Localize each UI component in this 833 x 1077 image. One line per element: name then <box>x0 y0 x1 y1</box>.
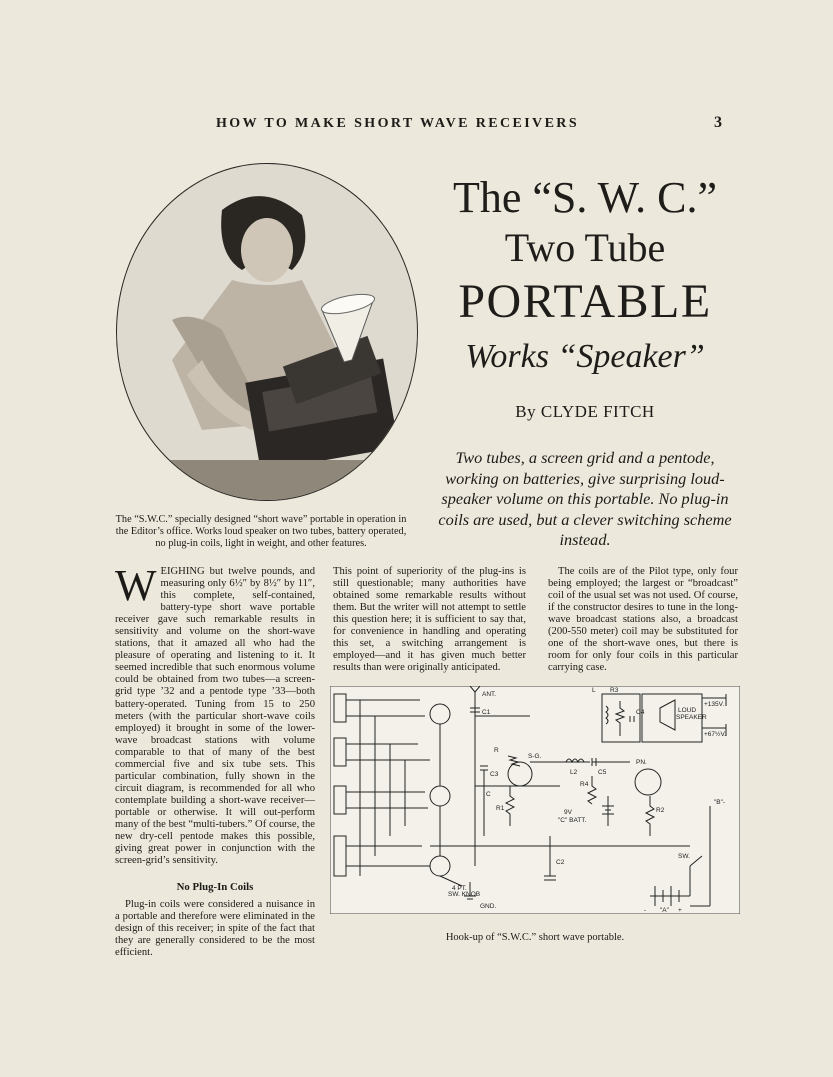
label-loud: LOUD <box>678 707 697 714</box>
label-gnd: GND. <box>480 903 497 910</box>
label-r3: R3 <box>610 687 619 694</box>
title-line-4: Works “Speaker” <box>465 338 705 375</box>
body-column-3 <box>548 566 738 674</box>
circuit-diagram <box>330 686 740 914</box>
running-head: HOW TO MAKE SHORT WAVE RECEIVERS <box>216 116 580 131</box>
label-l: L <box>592 687 596 694</box>
label-r4: R4 <box>580 781 589 788</box>
label-sw-knob: SW. KNOB <box>448 891 481 898</box>
title-line-1: The “S. W. C.” <box>453 173 717 222</box>
diagram-caption: Hook-up of “S.W.C.” short wave portable. <box>445 932 625 943</box>
label-l2: L2 <box>570 769 578 776</box>
paragraph: This point of superiority of the plug-ins is still questionable; many authorities have obtained some remarkable results without them. But the writer will not attempt to settle this question here; it is sufficient to say that, for convenience in handling and operating this set, a switching arrangement is employed—and it has given much better results than were originally anticipated. <box>333 566 526 674</box>
label-plus: + <box>678 907 682 914</box>
label-r1: R1 <box>496 805 505 812</box>
title-line-2: Two Tube <box>504 225 666 270</box>
label-pn: PN. <box>636 759 647 766</box>
label-c1: C1 <box>482 709 491 716</box>
label-a: "A" <box>660 907 669 914</box>
photo-woman-with-portable-radio <box>112 160 422 505</box>
label-c3: C3 <box>490 771 499 778</box>
label-c2: C2 <box>556 859 565 866</box>
label-minus: - <box>644 907 647 914</box>
body-column-2 <box>333 566 526 674</box>
label-r: R <box>494 747 499 754</box>
label-plus135: +135V. <box>704 701 725 708</box>
title-line-3: PORTABLE <box>458 275 712 328</box>
label-c4: C4 <box>636 709 645 716</box>
label-r2: R2 <box>656 807 665 814</box>
label-c5: C5 <box>598 769 607 776</box>
page-number: 3 <box>714 114 722 131</box>
label-b-minus: "B"- <box>714 799 726 806</box>
label-batt-9v: 9V <box>564 809 572 816</box>
byline: By CLYDE FITCH <box>515 402 655 421</box>
label-sw: SW. <box>678 853 690 860</box>
article-title <box>420 172 750 380</box>
label-c-batt: "C" BATT. <box>558 817 587 824</box>
paragraph: Plug-in coils were considered a nuisance in a portable and therefore were eliminated in the design of this receiver; in spite of the fact that they are generally considered to be the most efficient. <box>115 899 315 959</box>
body-column-1 <box>115 561 315 959</box>
article-deck: Two tubes, a screen grid and a pentode, working on batteries, give surprising loud-speaker volume on this portable. No plug-in coils are used, but a clever switching scheme instead. <box>438 448 732 549</box>
label-speaker: SPEAKER <box>676 714 707 721</box>
paragraph: EIGHING but twelve pounds, and measuring only 6½″ by 8½″ by 11″, this complete, self-contained, battery-type short wave portable receiver gave such remarkable results in sensitivity and volume on the short-wave stations, that it amazed all who had the pleasure of operating and listening to it. It seemed incredible that such enormous volume could be obtained from two tubes—a screen-grid type ’32 and a pentode type ’33—both battery-operated. Tuning from 15 to 250 meters (with the particular short-wave coils employed) it brought in some of the lower-wave broadcast stations with volume comparable to that of many of the best commercial five and six tube sets. This particular combination, fully shown in the circuit diagram, is recommended for all who contemplate building a short-wave receiver—portable or otherwise. It will out-perform many of the best “multi-tubers.” Of course, the new dry-cell pentode makes this possible, giving great power in conjunction with the screen-grid’s sensitivity. <box>115 566 315 867</box>
label-c: C <box>486 791 491 798</box>
drop-cap: W <box>115 561 157 610</box>
photo-caption: The “S.W.C.” specially designed “short wave” portable in operation in the Editor’s office. Works loud speaker on two tubes, battery operated, no plug-in coils, light in weight, and other features. <box>115 514 407 549</box>
subheading: No Plug-In Coils <box>176 881 254 894</box>
label-4pt: 4 PT. <box>452 885 467 892</box>
label-sg: S-G. <box>528 753 542 760</box>
label-ant: ANT. <box>482 691 497 698</box>
paragraph: The coils are of the Pilot type, only four being employed; the largest or “broadcast” coil of the usual set was not used. Of course, if the constructor desires to tune in the long-wave broadcast stations also, a broadcast (200-550 meter) coil may be substituted for one of the short-wave ones, but there is room for only four coils in this particular carrying case. <box>548 566 738 674</box>
label-plus67: +67½V. <box>704 731 726 738</box>
